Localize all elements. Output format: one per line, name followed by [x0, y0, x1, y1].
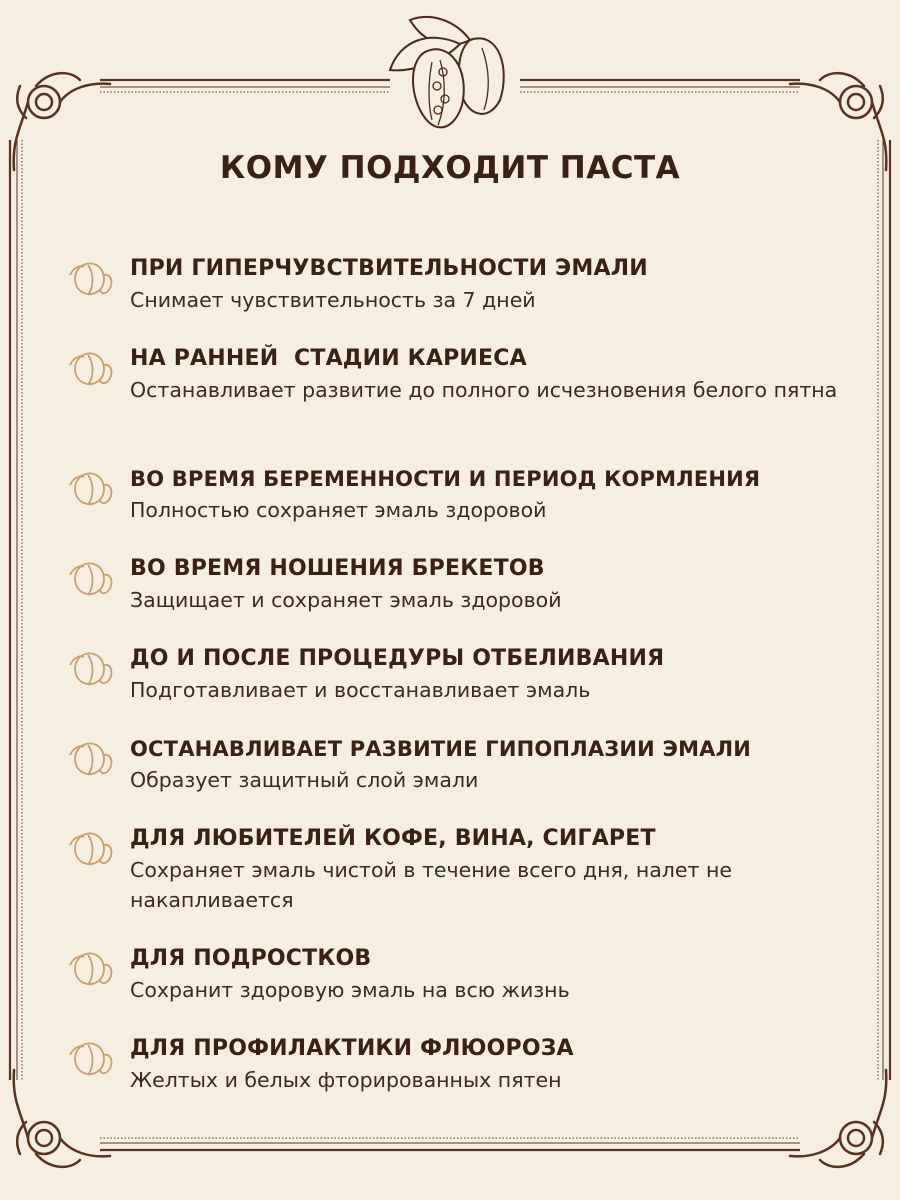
- item-heading: НА РАННЕЙ СТАДИИ КАРИЕСА: [130, 346, 527, 371]
- item-description: Желтых и белых фторированных пятен: [130, 1068, 562, 1092]
- item-heading: ДЛЯ ПРОФИЛАКТИКИ ФЛЮОРОЗА: [130, 1036, 574, 1061]
- cocoa-bean-icon: [66, 467, 116, 511]
- item-heading: ВО ВРЕМЯ НОШЕНИЯ БРЕКЕТОВ: [130, 556, 545, 581]
- item-description: Полностью сохраняет эмаль здоровой: [130, 498, 547, 522]
- cocoa-bean-icon: [66, 737, 116, 781]
- item-description: Защищает и сохраняет эмаль здоровой: [130, 588, 562, 612]
- page-title: КОМУ ПОДХОДИТ ПАСТА: [219, 150, 681, 186]
- cocoa-bean-icon: [66, 647, 116, 691]
- item-description: Образует защитный слой эмали: [130, 768, 479, 792]
- item-description: Подготавливает и восстанавливает эмаль: [130, 678, 591, 702]
- item-heading: ДЛЯ ЛЮБИТЕЛЕЙ КОФЕ, ВИНА, СИГАРЕТ: [130, 826, 656, 851]
- item-description: Останавливает развитие до полного исчезновения белого пятна: [130, 378, 838, 402]
- item-heading: ПРИ ГИПЕРЧУВСТВИТЕЛЬНОСТИ ЭМАЛИ: [130, 256, 648, 281]
- item-heading: ВО ВРЕМЯ БЕРЕМЕННОСТИ И ПЕРИОД КОРМЛЕНИЯ: [130, 467, 761, 491]
- cocoa-bean-icon: [66, 1037, 116, 1081]
- item-description: Сохранит здоровую эмаль на всю жизнь: [130, 978, 570, 1002]
- cocoa-bean-icon: [66, 257, 116, 301]
- cocoa-bean-icon: [66, 347, 116, 391]
- item-heading: ДЛЯ ПОДРОСТКОВ: [130, 946, 372, 971]
- item-description: Сохраняет эмаль чистой в течение всего дня, налет не накапливается: [130, 858, 732, 912]
- cocoa-bean-icon: [66, 947, 116, 991]
- item-description: Снимает чувствительность за 7 дней: [130, 288, 536, 312]
- item-heading: ОСТАНАВЛИВАЕТ РАЗВИТИЕ ГИПОПЛАЗИИ ЭМАЛИ: [130, 737, 752, 761]
- cocoa-bean-icon: [66, 827, 116, 871]
- cocoa-bean-icon: [66, 557, 116, 601]
- item-heading: ДО И ПОСЛЕ ПРОЦЕДУРЫ ОТБЕЛИВАНИЯ: [130, 646, 665, 671]
